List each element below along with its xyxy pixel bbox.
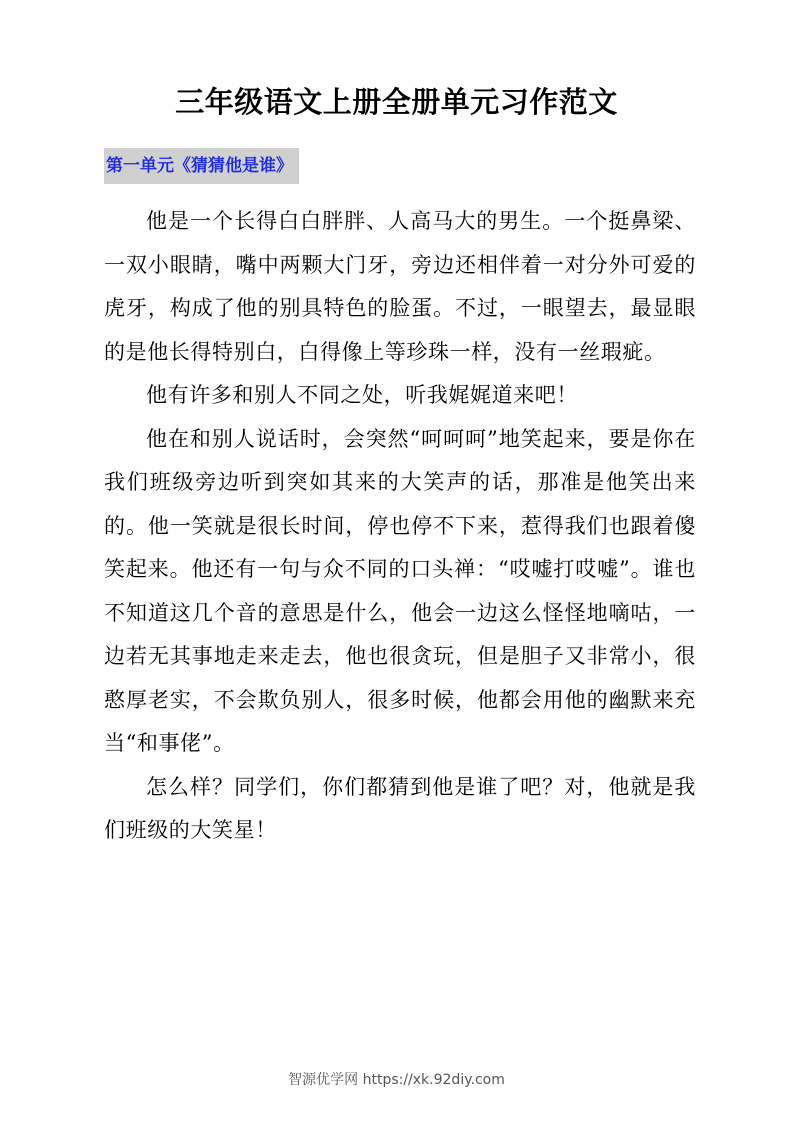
essay-paragraph-3: 他在和别人说话时，会突然“呵呵呵”地笑起来，要是你在我们班级旁边听到突如其来的大笑声的话，那准是他笑出来的。他一笑就是很长时间，停也停不下来，惹得我们也跟着傻笑起来。他还有一句与众不同的口头禅：“哎嘘打哎嘘”。谁也不知道这几个音的意思是什么，他会一边这么怪怪地嘀咕，一边若无其事地走来走去，他也很贪玩，但是胆子又非常小，很憨厚老实，不会欺负别人，很多时候，他都会用他的幽默来充当“和事佬”。 [104,426,696,755]
essay-paragraph-4: 怎么样？同学们，你们都猜到他是谁了吧？对，他就是我们班级的大笑星！ [104,774,696,842]
document-title: 三年级语文上册全册单元习作范文 [175,85,618,119]
page-footer: 智源优学网 https://xk.92diy.com [288,1072,505,1088]
essay-body [104,200,696,853]
section-heading: 第一单元《猜猜他是谁》 [104,148,299,184]
essay-paragraph-1: 他是一个长得白白胖胖、人高马大的男生。一个挺鼻梁、一双小眼睛，嘴中两颗大门牙，旁边还相伴着一对分外可爱的虎牙，构成了他的别具特色的脸蛋。不过，一眼望去，最显眼的是他长得特别白，白得像上等珍珠一样，没有一丝瑕疵。 [104,209,696,364]
essay-paragraph-2: 他有许多和别人不同之处，听我娓娓道来吧！ [146,383,578,407]
